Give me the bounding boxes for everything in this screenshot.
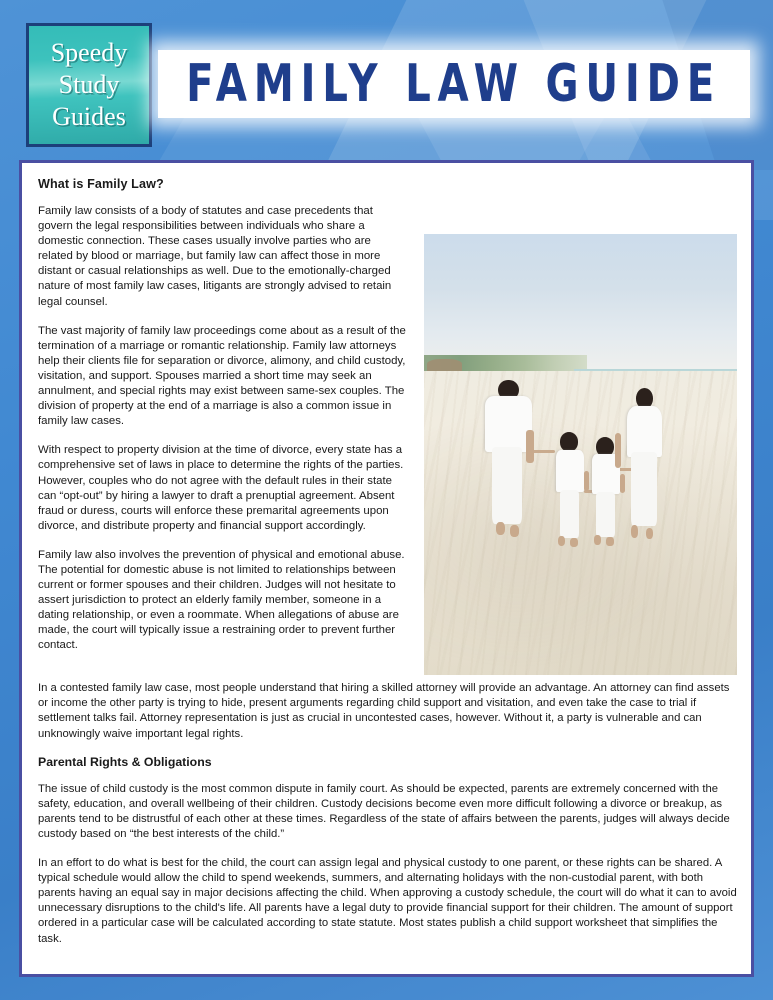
photo-figure-head [560,432,579,451]
photo-figure-arm [526,430,534,464]
photo-figure-foot [606,537,613,546]
logo-line-speedy: Speedy [50,37,128,67]
body-paragraph-full-width: In an effort to do what is best for the child, the court can assign legal and physical custody to one parent, or these rights can be shared. A typical schedule would allow the child to spend weekends, summers, and alternating holidays with the non-custodial parent, with both parents having an equal say in major decisions affecting the child. When approving a custody schedule, the court will do what it can to avoid unnecessary disruptions to the child's life. All parents have a legal duty to provide financial support for their children. The amount of support ordered in a particular case will be calculated according to state statute. Most states publish a child support worksheet that simplifies the task. [38,856,737,945]
photo-figure-foot [558,536,565,546]
content-panel [19,160,754,977]
body-paragraph: Family law also involves the prevention of physical and emotional abuse. The potential for domestic abuse is not limited to relationships between current or former spouses and their children. Judges will not hesitate to assert jurisdiction to protect an elderly family member, someone in a dating relationship, or even a roommate. When allegations of abuse are made, the court will typically issue a restraining order to prevent further contact. [38,548,405,652]
photo-figure-foot [510,525,519,537]
photo-figure-foot [570,538,577,547]
photo-figure-shorts [560,490,580,538]
title-banner [158,50,750,118]
photo-figure-trousers [492,447,522,524]
body-paragraph-full-width: In a contested family law case, most people understand that hiring a skilled attorney will provide an advantage. An attorney can find assets or income the other party is trying to hide, present arguments regarding child support and visitation, and even take the case to trial if settlement talks fail. Attorney representation is just as crucial in uncontested cases, however. Without it, a party is vulnerable and can unknowingly waive important legal rights. [38,682,730,740]
page-title: FAMILY LAW GUIDE [186,53,722,114]
photo-figure-top [627,406,662,457]
photo-figure-father [477,380,540,548]
logo-line-guides: Guides [52,102,126,132]
photo-figure-foot [631,525,638,538]
photo-figure-shorts [596,492,616,537]
body-paragraph-full-width: The issue of child custody is the most common dispute in family court. As should be expected, parents are extremely concerned with the safety, education, and overall wellbeing of their children. Custody decisions become even more difficult following a divorce or breakup, as parents tend to be distrustful of each other at these times. Regardless of the state of affairs between the parents, judges will always decide custody based on “the best interests of the child.” [38,782,730,841]
photo-figure-foot [496,522,505,535]
body-paragraph: Family law consists of a body of statutes and case precedents that govern the legal responsibilities between individuals who share a domestic connection. These cases usually involve parties who are related by blood or marriage, but family law can affect those in more distant or casual relationships as well. Due to the emotionally-charged nature of most family law cases, litigants are strongly advised to retain legal counsel. [38,205,392,308]
body-paragraph: With respect to property division at the time of divorce, every state has a comprehensive set of laws in place to determine the rights of the parties. However, couples who do not agree with the default rules in their state can “opt-out” by hiring a lawyer to draft a prenuptial agreement. Absent fraud or duress, courts will enforce these premarital agreements upon divorce, and distribute property and financial support accordingly. [38,444,404,532]
photo-figure-child-left [549,432,590,547]
photo-sky [424,234,737,371]
section-heading-parental-rights: Parental Rights & Obligations [38,754,212,769]
photo-figure-shirt [556,450,584,492]
section-heading-what-is-family-law: What is Family Law? [38,177,164,191]
speedy-study-guides-logo [26,23,152,147]
photo-figure-mother [618,388,671,547]
logo-line-study: Study [58,69,120,99]
photo-figure-trousers [631,452,658,527]
photo-figure-foot [646,528,653,539]
photo-figure-foot [594,535,601,545]
page-header [0,0,773,160]
body-paragraph: The vast majority of family law proceedings come about as a result of the termination of a marriage or romantic relationship. Family law attorneys help their clients file for separation or divorce, alimony, and child custody, visitation, and support. Spouses married a short time may seek an annulment, and special rights may exist between same-sex couples. The division of property at the end of a marriage is also a common issue in family law cases. [38,324,406,428]
family-beach-photo [424,234,737,675]
photo-figure-arm [615,433,621,468]
